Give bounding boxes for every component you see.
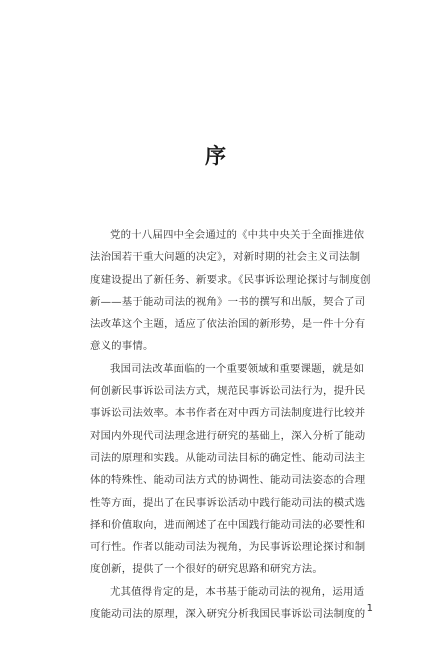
text-line: 度建设提出了新任务、新要求。《民事诉讼理论探讨与制度创	[90, 273, 371, 286]
body-text	[90, 224, 371, 625]
text-line: 择和价值取向，进而阐述了在中国践行能动司法的必要性和	[90, 518, 366, 531]
text-line: 法改革这个主题，适应了依法治国的新形势，是一件十分有	[90, 318, 366, 331]
text-line: 对国内外现代司法理念进行研究的基础上，深入分析了能动	[90, 429, 366, 442]
text-line: 事诉讼司法效率。本书作者在对中西方司法制度进行比较并	[90, 407, 366, 420]
text-line: 度创新，提供了一个很好的研究思路和研究方法。	[90, 563, 323, 576]
text-line: 性等方面，提出了在民事诉讼活动中践行能动司法的模式选	[90, 496, 366, 509]
text-line: 司法的原理和实践。从能动司法目标的确定性、能动司法主	[90, 451, 366, 464]
text-line: 何创新民事诉讼司法方式，规范民事诉讼司法行为，提升民	[90, 385, 366, 398]
text-line: 尤其值得肯定的是，本书基于能动司法的视角，运用适	[110, 585, 365, 598]
text-line: 法治国若干重大问题的决定》，对新时期的社会主义司法制	[90, 251, 361, 264]
page-number: 1	[366, 603, 373, 614]
text-line: 度能动司法的原理，深入研究分析我国民事诉讼司法制度的	[90, 608, 366, 621]
page-title: 序	[205, 143, 226, 168]
text-line: 新——基于能动司法的视角》一书的撰写和出版，契合了司	[90, 295, 366, 308]
text-line: 意义的事情。	[90, 340, 154, 353]
text-line: 党的十八届四中全会通过的《中共中央关于全面推进依	[110, 229, 365, 241]
text-line: 可行性。作者以能动司法为视角，为民事诉讼理论探讨和制	[90, 541, 366, 554]
text-line: 体的特殊性、能动司法方式的协调性、能动司法姿态的合理	[90, 474, 366, 487]
text-line: 我国司法改革面临的一个重要领域和重要课题，就是如	[110, 362, 365, 375]
